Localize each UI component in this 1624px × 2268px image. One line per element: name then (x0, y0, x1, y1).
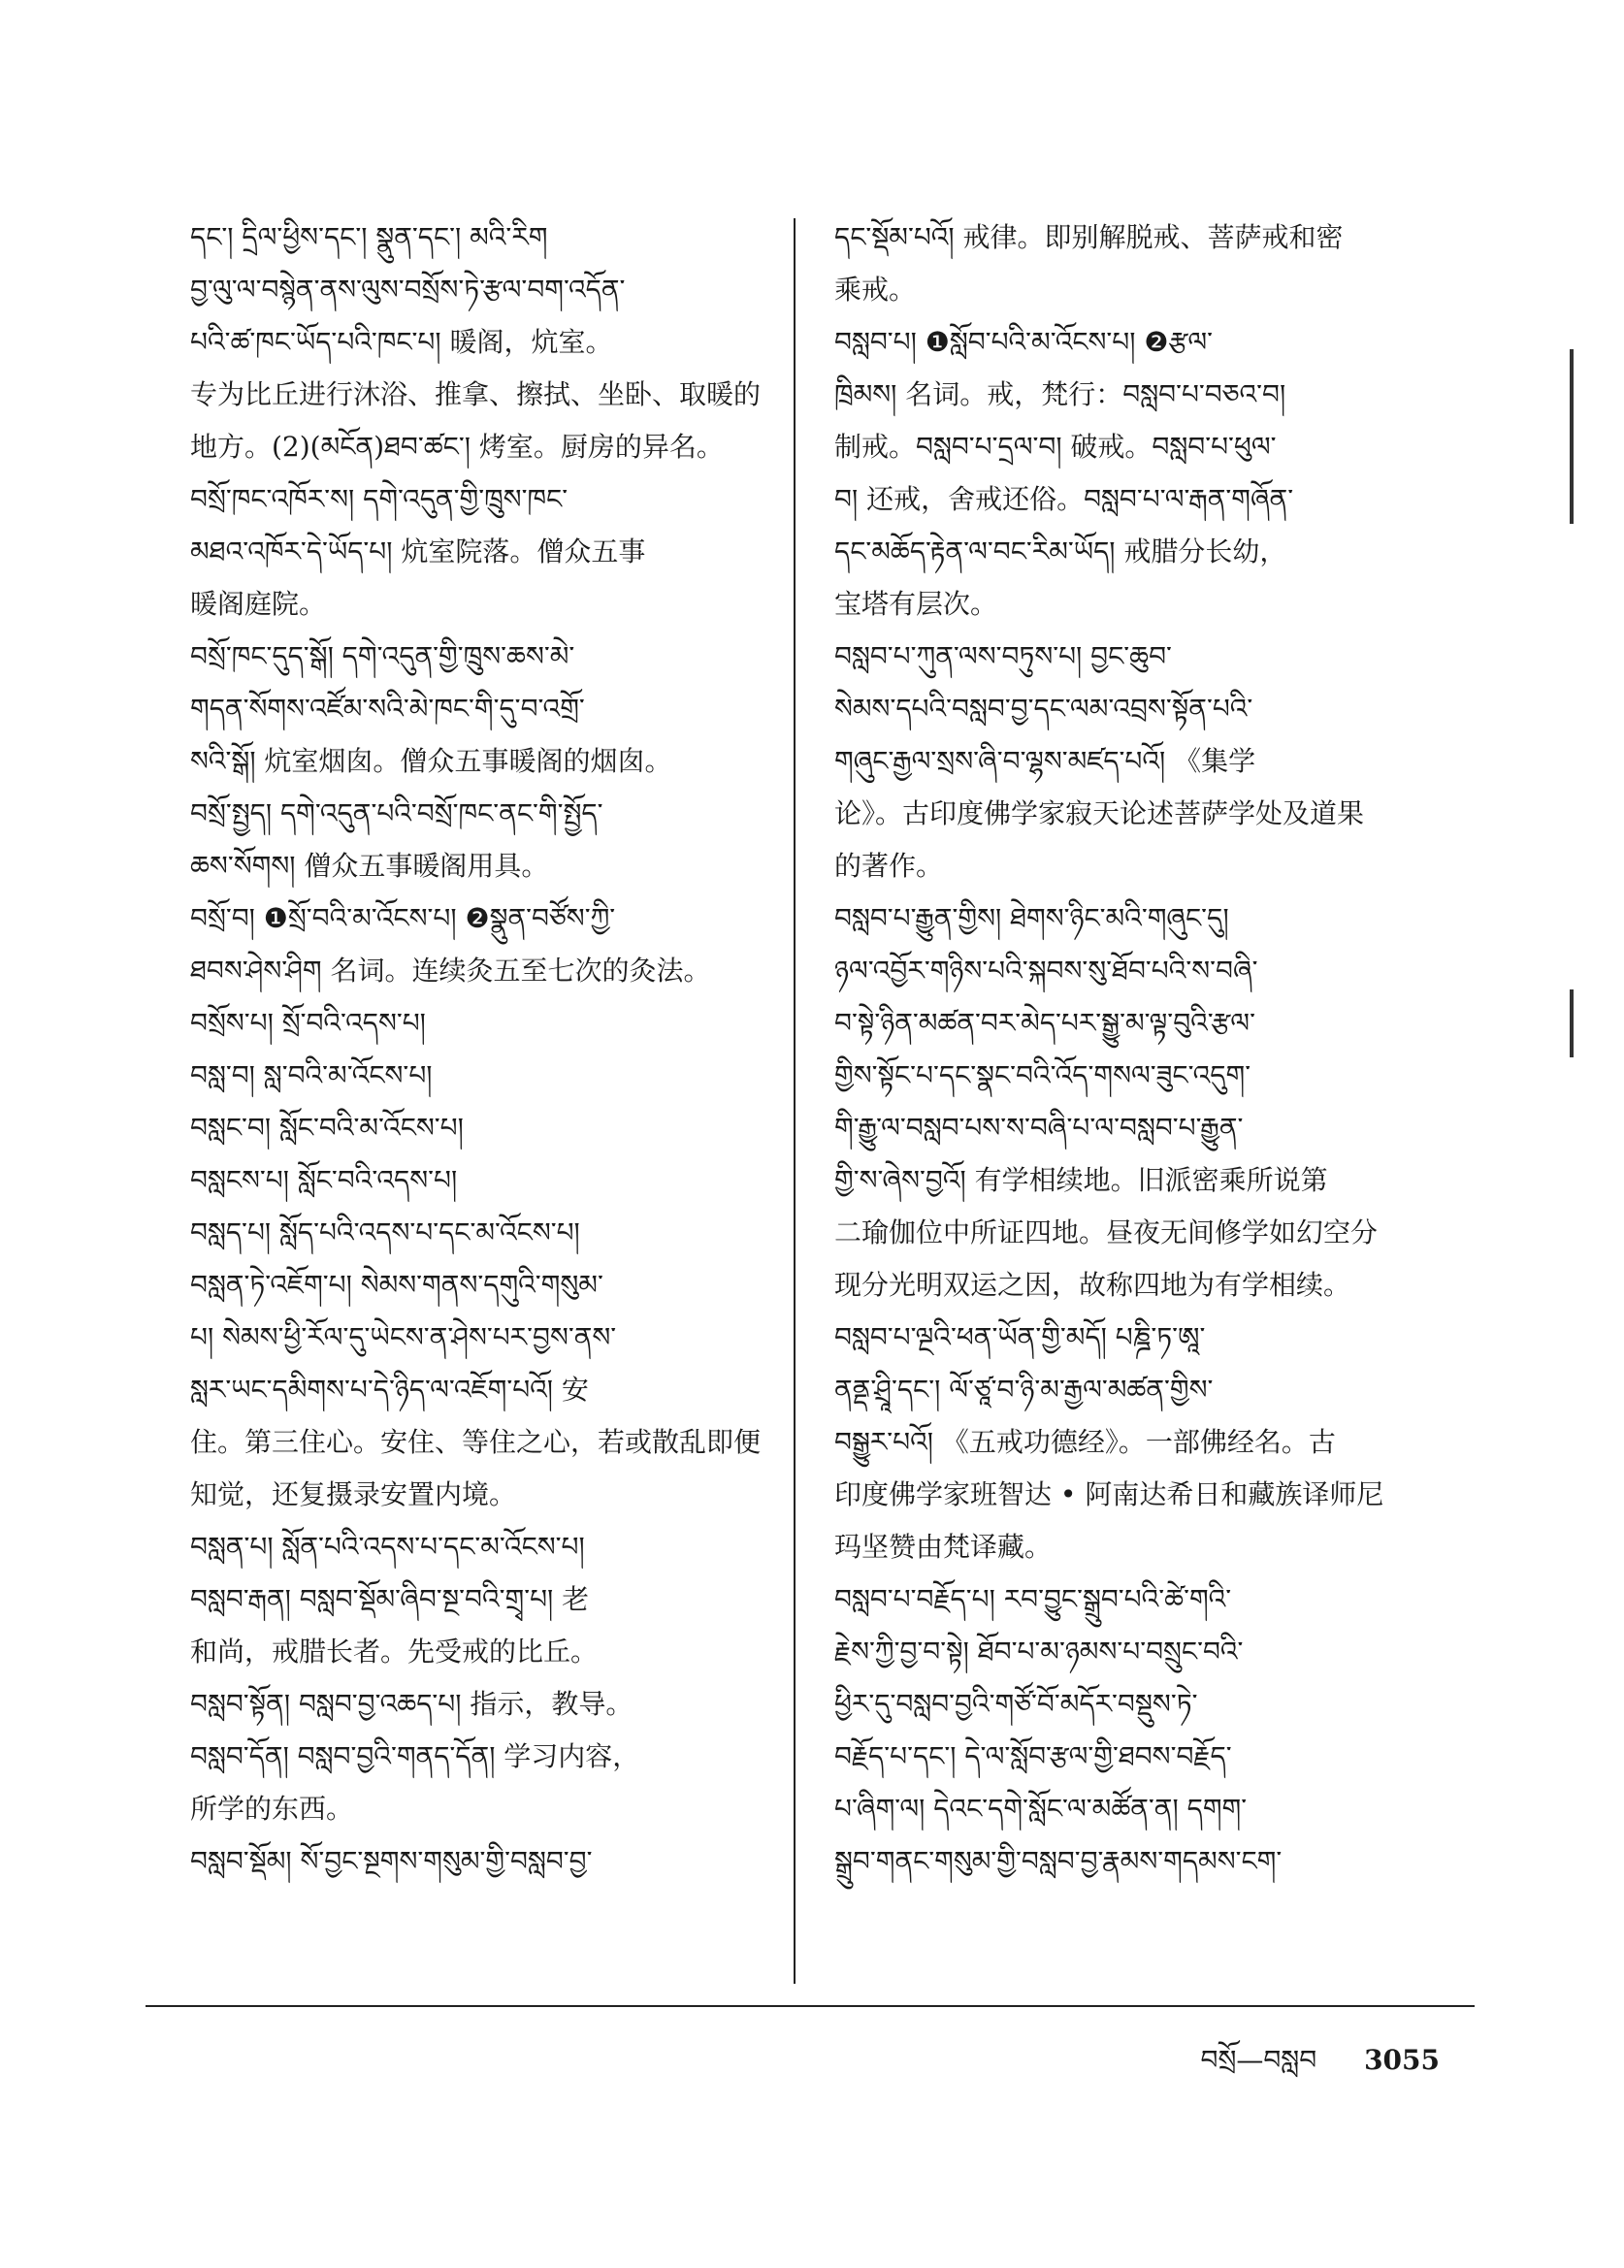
text-line: བསླབ་པ་བརྗོད་པ། རབ་བྱུང་སྒྲུབ་པའི་ཚེ་གའི་ (834, 1583, 1232, 1615)
text-line: བསླངས་པ། སློང་བའི་འདས་པ། (190, 1164, 458, 1196)
footer-rule (146, 2005, 1475, 2007)
text-line: བསྲོ་ཁང་འཁོར་ས། དགེ་འདུན་གྱི་ཁྲུས་ཁང་ (190, 483, 568, 515)
text-line: དང་མཆོད་རྟེན་ལ་བང་རིམ་ཡོད། 戒腊分长幼， (834, 535, 1287, 567)
text-line: མཐའ་འཁོར་དེ་ཡོད་པ། 炕室院落。僧众五事 (190, 535, 646, 567)
text-line: པ། སེམས་ཕྱི་རོལ་དུ་ཡེངས་ན་ཤེས་པར་བྱས་ནས་ (190, 1321, 617, 1353)
text-line: གཞུང་རྒྱལ་སྲས་ཞི་བ་ལྷས་མཛད་པའོ། 《集学 (834, 745, 1256, 777)
text-line: བསླབ་པ་རྒྱུན་གྱིས། ཐེགས་ཉིང་མའི་གཞུང་དུ། (834, 902, 1229, 934)
text-line: དང་སྡོམ་པའོ། 戒律。即别解脱戒、菩萨戒和密 (834, 221, 1344, 253)
text-line: བསླ་བ། སླ་བའི་མ་འོངས་པ། (190, 1059, 433, 1091)
headword-range: བསྲོ—བསླབ (1200, 2044, 1317, 2076)
text-line: སླར་ཡང་དམིགས་པ་དེ་ཉིད་ལ་འཇོག་པའོ། 安 (190, 1374, 589, 1406)
text-line: བསྒྱུར་པའོ། 《五戒功德经》。一部佛经名。古 (834, 1426, 1336, 1458)
text-line: ཕྱིར་དུ་བསླབ་བྱའི་གཙོ་བོ་མདོར་བསྡུས་ཏེ་ (834, 1688, 1198, 1720)
text-line: 制戒。བསླབ་པ་དྲལ་བ། 破戒。བསླབ་པ་ཕུལ་ (834, 431, 1277, 463)
text-line: བསླབ་རྒན། བསླབ་སྡོམ་ཞིབ་སྔ་བའི་གྲྭ་པ། 老 (190, 1583, 590, 1615)
text-line: སའི་སྒོ། 炕室烟囱。僧众五事暖阁的烟囱。 (190, 745, 672, 777)
text-line: བསླན་ཏེ་འཇོག་པ། སེམས་གནས་དགུའི་གསུམ་ (190, 1269, 603, 1301)
text-line: 专为比丘进行沐浴、推拿、擦拭、坐卧、取暖的 (190, 378, 762, 410)
text-line: དང་། དྲིལ་ཕྱིས་དང་། སྣུན་དང་། མའི་རིག (190, 221, 548, 253)
text-line: བ། 还戒，舍戒还俗。བསླབ་པ་ལ་རྒན་གཞོན་ (834, 483, 1294, 515)
text-line: 玛坚赞由梵译藏。 (834, 1531, 1053, 1563)
text-line: སེམས་དཔའི་བསླབ་བྱ་དང་ལམ་འབྲས་སྟོན་པའི་ (834, 693, 1253, 725)
scan-edge-mark (1570, 349, 1574, 524)
text-line: གི་རྒྱུ་ལ་བསླབ་པས་ས་བཞི་པ་ལ་བསླབ་པ་རྒྱུན་ (834, 1112, 1244, 1144)
text-line: 住。第三住心。安住、等住之心，若或散乱即便 (190, 1426, 762, 1458)
text-line: ཆས་སོགས། 僧众五事暖阁用具。 (190, 850, 549, 882)
text-line: ཉལ་འབྱོར་གཉིས་པའི་སྐབས་སུ་ཐོབ་པའི་ས་བཞི་ (834, 955, 1258, 987)
text-line: 宝塔有层次。 (834, 588, 998, 620)
text-line: 论》。古印度佛学家寂天论述菩萨学处及道果 (834, 797, 1365, 829)
text-line: བྱ་ལུ་ལ་བསྙེན་ནས་ལུས་བསྲོས་ཏེ་རྩལ་བག་འདོན་ (190, 274, 626, 306)
text-line: བསླབ་སྡོམ། སོ་བྱང་སྔགས་གསུམ་གྱི་བསླབ་བྱ་ (190, 1845, 593, 1877)
text-line: 暖阁庭院。 (190, 588, 327, 620)
text-line: སྒྲུབ་གནང་གསུམ་གྱི་བསླབ་བྱ་རྣམས་གདམས་ངག་ (834, 1845, 1283, 1877)
column-divider (794, 218, 796, 1984)
text-line: བསྲོ་སྤྱད། དགེ་འདུན་པའི་བསྲོ་ཁང་ནང་གི་སྤྱོད་ (190, 797, 603, 829)
text-line: རྗེས་ཀྱི་བྱ་བ་སྟེ། ཐོབ་པ་མ་ཉམས་པ་བསྲུང་བའི་ (834, 1636, 1244, 1668)
text-line: 印度佛学家班智达 • 阿南达希日和藏族译师尼 (834, 1478, 1384, 1510)
text-line: བསླད་པ། སློད་པའི་འདས་པ་དང་མ་འོངས་པ། (190, 1216, 580, 1248)
text-line: ནནྡ་ཤྲཱི་དང་། ལོ་ཙཱ་བ་ཉི་མ་རྒྱལ་མཚན་གྱིས་ (834, 1374, 1214, 1406)
text-line: ཐབས་ཤེས་ཤིག 名词。连续灸五至七次的灸法。 (190, 955, 711, 987)
page-number: 3055 (1364, 2044, 1440, 2076)
text-line: 二瑜伽位中所证四地。昼夜无间修学如幻空分 (834, 1216, 1379, 1248)
text-line: པ་ཞིག་ལ། དེའང་དགེ་སློང་ལ་མཚོན་ན། དགག་ (834, 1793, 1248, 1825)
text-line: བ་སྟེ་ཉིན་མཚན་བར་མེད་པར་སྒྱུ་མ་ལྟ་བུའི་རྩལ་ (834, 1007, 1255, 1039)
text-line: 所学的东西。 (190, 1793, 354, 1825)
text-line: གྱིས་སྟོང་པ་དང་སྣང་བའི་འོད་གསལ་ཟུང་འདུག་ (834, 1059, 1251, 1091)
text-line: 的著作。 (834, 850, 944, 882)
text-line: པའི་ཚ་ཁང་ཡོད་པའི་ཁང་པ། 暖阁，炕室。 (190, 326, 613, 358)
text-line: 乘戒。 (834, 274, 917, 306)
text-line: བསླབ་པ། ❶སློབ་པའི་མ་འོངས་པ། ❷རྩལ་ (834, 326, 1214, 358)
text-line: 和尚，戒腊长者。先受戒的比丘。 (190, 1636, 599, 1668)
text-line: 知觉，还复摄录安置内境。 (190, 1478, 517, 1510)
text-line: 地方。(2)(མངོན)ཐབ་ཚང་། 烤室。厨房的异名。 (190, 431, 724, 463)
text-line: གདན་སོགས་འཛོམ་སའི་མེ་ཁང་གི་དུ་བ་འགྲོ་ (190, 693, 585, 725)
text-line: གྱི་ས་ཞེས་བྱའོ། 有学相续地。旧派密乘所说第 (834, 1164, 1328, 1196)
text-line: བསླབ་སྟོན། བསླབ་བྱ་འཆད་པ། 指示，教导。 (190, 1688, 633, 1720)
right-column (834, 211, 1450, 1888)
text-line: བསླན་པ། སློན་པའི་འདས་པ་དང་མ་འོངས་པ། (190, 1531, 585, 1563)
text-line: བསླང་བ། སློང་བའི་མ་འོངས་པ། (190, 1112, 464, 1144)
text-line: བརྗོད་པ་དང་། དེ་ལ་སློབ་རྩལ་གྱི་ཐབས་བརྗོད་ (834, 1740, 1232, 1772)
page-footer (1201, 2029, 1441, 2106)
text-line: བསླབ་དོན། བསླབ་བྱའི་གནད་དོན། 学习内容， (190, 1740, 640, 1772)
scan-edge-mark (1570, 989, 1574, 1057)
text-line: བསླབ་པ་ལྔའི་ཕན་ཡོན་གྱི་མདོ། པཎྜི་ཏ་ཨཱ་ (834, 1321, 1206, 1353)
text-line: བསྲོས་པ། སྲོ་བའི་འདས་པ། (190, 1007, 426, 1039)
text-line: 现分光明双运之因，故称四地为有学相续。 (834, 1269, 1351, 1301)
text-line: བསྲོ་བ། ❶སྲོ་བའི་མ་འོངས་པ། ❷སྣུན་བཙོས་ཀྱི་ (190, 902, 616, 934)
text-line: ཁྲིམས། 名词。戒，梵行：བསླབ་པ་བཅའ་བ། (834, 378, 1286, 410)
left-column (190, 211, 811, 1888)
text-line: བསླབ་པ་ཀུན་ལས་བཏུས་པ། བྱང་ཆུབ་ (834, 640, 1172, 672)
text-line: བསྲོ་ཁང་དུད་སྒོ། དགེ་འདུན་གྱི་ཁྲུས་ཆས་མེ་ (190, 640, 575, 672)
